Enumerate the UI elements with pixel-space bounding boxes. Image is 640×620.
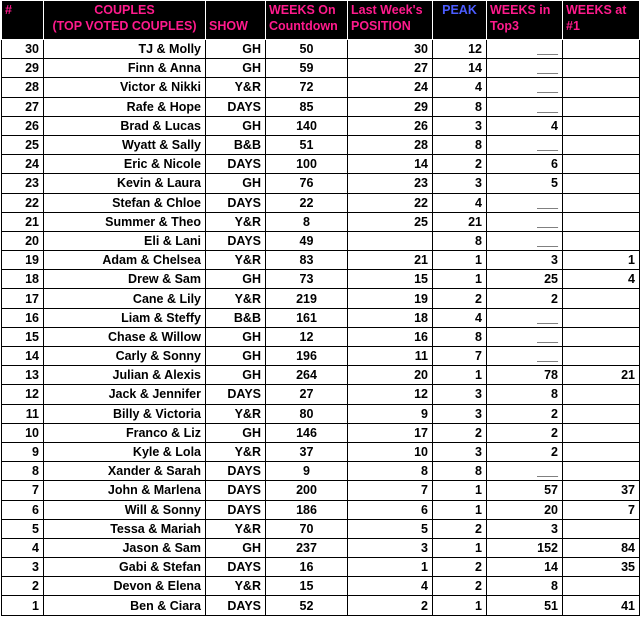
- cell-weeks-in-top3: 57: [487, 481, 563, 500]
- cell-rank: 1: [2, 596, 44, 615]
- cell-peak: 1: [433, 481, 487, 500]
- cell-rank: 16: [2, 308, 44, 327]
- cell-show: DAYS: [206, 231, 266, 250]
- header-show: SHOW: [206, 1, 266, 40]
- cell-rank: 4: [2, 538, 44, 557]
- table-row: [2, 519, 640, 538]
- cell-couple: Gabi & Stefan: [44, 558, 206, 577]
- cell-weeks-on-countdown: 76: [266, 174, 348, 193]
- cell-peak: 3: [433, 442, 487, 461]
- cell-show: Y&R: [206, 212, 266, 231]
- cell-weeks-in-top3: 2: [487, 289, 563, 308]
- cell-weeks-on-countdown: 9: [266, 462, 348, 481]
- cell-weeks-on-countdown: 49: [266, 231, 348, 250]
- cell-weeks-on-countdown: 186: [266, 500, 348, 519]
- cell-rank: 10: [2, 423, 44, 442]
- cell-weeks-at-1: 35: [563, 558, 640, 577]
- cell-weeks-in-top3: 8: [487, 385, 563, 404]
- cell-weeks-at-1: [563, 59, 640, 78]
- cell-show: GH: [206, 327, 266, 346]
- table-row: [2, 500, 640, 519]
- table-row: [2, 558, 640, 577]
- cell-peak: 3: [433, 404, 487, 423]
- cell-weeks-at-1: [563, 327, 640, 346]
- cell-couple: Brad & Lucas: [44, 116, 206, 135]
- table-row: [2, 40, 640, 59]
- cell-show: GH: [206, 116, 266, 135]
- cell-weeks-on-countdown: 161: [266, 308, 348, 327]
- table-row: [2, 308, 640, 327]
- table-row: [2, 231, 640, 250]
- cell-weeks-on-countdown: 50: [266, 40, 348, 59]
- cell-weeks-at-1: [563, 193, 640, 212]
- cell-weeks-at-1: [563, 308, 640, 327]
- table-row: [2, 212, 640, 231]
- cell-peak: 4: [433, 78, 487, 97]
- cell-weeks-at-1: 4: [563, 270, 640, 289]
- table-row: [2, 174, 640, 193]
- table-row: [2, 155, 640, 174]
- cell-weeks-on-countdown: 15: [266, 577, 348, 596]
- cell-weeks-at-1: [563, 78, 640, 97]
- cell-last-week-position: 9: [348, 404, 433, 423]
- cell-weeks-on-countdown: 72: [266, 78, 348, 97]
- cell-weeks-in-top3: 20: [487, 500, 563, 519]
- cell-couple: Kyle & Lola: [44, 442, 206, 461]
- table-row: [2, 327, 640, 346]
- cell-weeks-in-top3: 2: [487, 404, 563, 423]
- cell-show: Y&R: [206, 442, 266, 461]
- cell-weeks-on-countdown: 83: [266, 251, 348, 270]
- cell-weeks-in-top3: ___: [487, 231, 563, 250]
- cell-show: DAYS: [206, 462, 266, 481]
- cell-last-week-position: 28: [348, 135, 433, 154]
- cell-show: GH: [206, 59, 266, 78]
- cell-couple: Rafe & Hope: [44, 97, 206, 116]
- cell-show: DAYS: [206, 481, 266, 500]
- cell-last-week-position: 11: [348, 347, 433, 366]
- cell-weeks-on-countdown: 237: [266, 538, 348, 557]
- cell-weeks-at-1: [563, 385, 640, 404]
- cell-last-week-position: 3: [348, 538, 433, 557]
- cell-peak: 1: [433, 270, 487, 289]
- cell-last-week-position: 12: [348, 385, 433, 404]
- cell-rank: 9: [2, 442, 44, 461]
- cell-rank: 19: [2, 251, 44, 270]
- cell-rank: 6: [2, 500, 44, 519]
- table-row: [2, 442, 640, 461]
- cell-weeks-at-1: [563, 423, 640, 442]
- cell-weeks-on-countdown: 85: [266, 97, 348, 116]
- cell-rank: 12: [2, 385, 44, 404]
- table-row: [2, 596, 640, 615]
- cell-weeks-on-countdown: 16: [266, 558, 348, 577]
- cell-weeks-in-top3: ___: [487, 59, 563, 78]
- header-weeks-in-top3: WEEKS in Top3: [487, 1, 563, 40]
- cell-last-week-position: 20: [348, 366, 433, 385]
- cell-weeks-on-countdown: 12: [266, 327, 348, 346]
- cell-weeks-on-countdown: 22: [266, 193, 348, 212]
- cell-couple: Finn & Anna: [44, 59, 206, 78]
- cell-rank: 21: [2, 212, 44, 231]
- table-row: [2, 251, 640, 270]
- table-row: [2, 78, 640, 97]
- cell-rank: 7: [2, 481, 44, 500]
- cell-weeks-at-1: 21: [563, 366, 640, 385]
- cell-peak: 4: [433, 308, 487, 327]
- cell-rank: 27: [2, 97, 44, 116]
- cell-couple: Liam & Steffy: [44, 308, 206, 327]
- cell-weeks-at-1: 84: [563, 538, 640, 557]
- cell-show: B&B: [206, 308, 266, 327]
- cell-peak: 2: [433, 423, 487, 442]
- cell-weeks-on-countdown: 140: [266, 116, 348, 135]
- cell-rank: 26: [2, 116, 44, 135]
- cell-peak: 1: [433, 538, 487, 557]
- cell-couple: Kevin & Laura: [44, 174, 206, 193]
- cell-last-week-position: 30: [348, 40, 433, 59]
- cell-rank: 20: [2, 231, 44, 250]
- cell-couple: Devon & Elena: [44, 577, 206, 596]
- cell-weeks-in-top3: ___: [487, 78, 563, 97]
- cell-couple: Billy & Victoria: [44, 404, 206, 423]
- cell-rank: 2: [2, 577, 44, 596]
- cell-weeks-at-1: [563, 289, 640, 308]
- table-row: [2, 366, 640, 385]
- cell-rank: 5: [2, 519, 44, 538]
- cell-weeks-in-top3: 51: [487, 596, 563, 615]
- cell-show: Y&R: [206, 519, 266, 538]
- cell-peak: 3: [433, 385, 487, 404]
- cell-weeks-in-top3: 152: [487, 538, 563, 557]
- cell-rank: 30: [2, 40, 44, 59]
- cell-peak: 1: [433, 366, 487, 385]
- cell-last-week-position: 4: [348, 577, 433, 596]
- cell-last-week-position: 21: [348, 251, 433, 270]
- cell-rank: 14: [2, 347, 44, 366]
- cell-couple: Carly & Sonny: [44, 347, 206, 366]
- cell-weeks-in-top3: 8: [487, 577, 563, 596]
- cell-weeks-on-countdown: 70: [266, 519, 348, 538]
- cell-last-week-position: 2: [348, 596, 433, 615]
- cell-rank: 11: [2, 404, 44, 423]
- cell-weeks-in-top3: 25: [487, 270, 563, 289]
- cell-last-week-position: 1: [348, 558, 433, 577]
- cell-couple: Summer & Theo: [44, 212, 206, 231]
- cell-weeks-at-1: [563, 155, 640, 174]
- cell-show: DAYS: [206, 193, 266, 212]
- cell-show: DAYS: [206, 596, 266, 615]
- cell-weeks-at-1: [563, 519, 640, 538]
- table-body: [2, 40, 640, 616]
- table-row: [2, 270, 640, 289]
- table-row: [2, 577, 640, 596]
- cell-last-week-position: [348, 231, 433, 250]
- cell-peak: 8: [433, 327, 487, 346]
- header-couples: COUPLES (TOP VOTED COUPLES): [44, 1, 206, 40]
- table-row: [2, 404, 640, 423]
- cell-rank: 15: [2, 327, 44, 346]
- cell-last-week-position: 6: [348, 500, 433, 519]
- cell-peak: 2: [433, 155, 487, 174]
- cell-last-week-position: 24: [348, 78, 433, 97]
- cell-show: DAYS: [206, 155, 266, 174]
- header-rank: #: [2, 1, 44, 40]
- cell-weeks-at-1: 1: [563, 251, 640, 270]
- cell-last-week-position: 15: [348, 270, 433, 289]
- cell-last-week-position: 25: [348, 212, 433, 231]
- countdown-table: [1, 0, 640, 616]
- cell-show: GH: [206, 538, 266, 557]
- cell-couple: Eli & Lani: [44, 231, 206, 250]
- cell-weeks-on-countdown: 73: [266, 270, 348, 289]
- cell-weeks-in-top3: 3: [487, 519, 563, 538]
- cell-peak: 8: [433, 231, 487, 250]
- cell-weeks-at-1: 37: [563, 481, 640, 500]
- cell-show: GH: [206, 347, 266, 366]
- cell-last-week-position: 7: [348, 481, 433, 500]
- cell-weeks-on-countdown: 200: [266, 481, 348, 500]
- cell-last-week-position: 22: [348, 193, 433, 212]
- cell-peak: 2: [433, 519, 487, 538]
- cell-show: GH: [206, 174, 266, 193]
- cell-show: DAYS: [206, 500, 266, 519]
- cell-weeks-at-1: [563, 97, 640, 116]
- cell-weeks-in-top3: ___: [487, 462, 563, 481]
- cell-weeks-at-1: [563, 40, 640, 59]
- table-row: [2, 462, 640, 481]
- cell-weeks-in-top3: 3: [487, 251, 563, 270]
- cell-weeks-at-1: [563, 231, 640, 250]
- cell-show: DAYS: [206, 385, 266, 404]
- cell-couple: Eric & Nicole: [44, 155, 206, 174]
- table-row: [2, 289, 640, 308]
- cell-peak: 8: [433, 97, 487, 116]
- cell-rank: 8: [2, 462, 44, 481]
- cell-weeks-at-1: [563, 442, 640, 461]
- cell-show: GH: [206, 270, 266, 289]
- cell-last-week-position: 27: [348, 59, 433, 78]
- cell-couple: Jack & Jennifer: [44, 385, 206, 404]
- cell-rank: 18: [2, 270, 44, 289]
- cell-couple: Wyatt & Sally: [44, 135, 206, 154]
- cell-last-week-position: 16: [348, 327, 433, 346]
- cell-weeks-in-top3: ___: [487, 193, 563, 212]
- cell-peak: 1: [433, 500, 487, 519]
- cell-last-week-position: 8: [348, 462, 433, 481]
- table-row: [2, 59, 640, 78]
- cell-weeks-in-top3: 4: [487, 116, 563, 135]
- cell-weeks-at-1: 7: [563, 500, 640, 519]
- cell-couple: Adam & Chelsea: [44, 251, 206, 270]
- cell-show: Y&R: [206, 251, 266, 270]
- cell-weeks-in-top3: ___: [487, 347, 563, 366]
- cell-weeks-at-1: [563, 404, 640, 423]
- cell-last-week-position: 18: [348, 308, 433, 327]
- cell-couple: Jason & Sam: [44, 538, 206, 557]
- cell-show: B&B: [206, 135, 266, 154]
- cell-weeks-on-countdown: 37: [266, 442, 348, 461]
- cell-peak: 1: [433, 596, 487, 615]
- table-row: [2, 347, 640, 366]
- cell-rank: 3: [2, 558, 44, 577]
- table-row: [2, 135, 640, 154]
- cell-weeks-in-top3: ___: [487, 308, 563, 327]
- cell-last-week-position: 23: [348, 174, 433, 193]
- cell-weeks-on-countdown: 100: [266, 155, 348, 174]
- cell-rank: 25: [2, 135, 44, 154]
- cell-couple: Ben & Ciara: [44, 596, 206, 615]
- cell-weeks-on-countdown: 51: [266, 135, 348, 154]
- cell-weeks-on-countdown: 264: [266, 366, 348, 385]
- cell-show: GH: [206, 423, 266, 442]
- cell-weeks-at-1: [563, 116, 640, 135]
- cell-last-week-position: 19: [348, 289, 433, 308]
- cell-weeks-in-top3: ___: [487, 327, 563, 346]
- cell-peak: 3: [433, 116, 487, 135]
- cell-show: DAYS: [206, 97, 266, 116]
- cell-last-week-position: 26: [348, 116, 433, 135]
- cell-peak: 3: [433, 174, 487, 193]
- cell-couple: Cane & Lily: [44, 289, 206, 308]
- cell-couple: Julian & Alexis: [44, 366, 206, 385]
- cell-weeks-on-countdown: 52: [266, 596, 348, 615]
- cell-weeks-in-top3: 5: [487, 174, 563, 193]
- cell-couple: Victor & Nikki: [44, 78, 206, 97]
- cell-couple: John & Marlena: [44, 481, 206, 500]
- cell-weeks-at-1: [563, 462, 640, 481]
- cell-couple: Xander & Sarah: [44, 462, 206, 481]
- cell-show: Y&R: [206, 577, 266, 596]
- cell-peak: 2: [433, 577, 487, 596]
- cell-weeks-in-top3: ___: [487, 40, 563, 59]
- cell-peak: 4: [433, 193, 487, 212]
- cell-couple: Chase & Willow: [44, 327, 206, 346]
- cell-weeks-on-countdown: 59: [266, 59, 348, 78]
- cell-weeks-on-countdown: 146: [266, 423, 348, 442]
- cell-weeks-on-countdown: 196: [266, 347, 348, 366]
- cell-couple: Drew & Sam: [44, 270, 206, 289]
- cell-couple: Franco & Liz: [44, 423, 206, 442]
- cell-last-week-position: 17: [348, 423, 433, 442]
- table-row: [2, 97, 640, 116]
- table-row: [2, 385, 640, 404]
- cell-show: DAYS: [206, 558, 266, 577]
- cell-weeks-at-1: [563, 174, 640, 193]
- cell-show: Y&R: [206, 404, 266, 423]
- cell-couple: TJ & Molly: [44, 40, 206, 59]
- cell-rank: 22: [2, 193, 44, 212]
- header-row: [2, 1, 640, 40]
- cell-rank: 13: [2, 366, 44, 385]
- cell-rank: 24: [2, 155, 44, 174]
- cell-weeks-on-countdown: 8: [266, 212, 348, 231]
- cell-weeks-in-top3: 2: [487, 442, 563, 461]
- cell-rank: 17: [2, 289, 44, 308]
- cell-weeks-on-countdown: 27: [266, 385, 348, 404]
- header-peak: PEAK: [433, 1, 487, 40]
- cell-weeks-in-top3: 6: [487, 155, 563, 174]
- cell-weeks-in-top3: 2: [487, 423, 563, 442]
- header-weeks-at-1: WEEKS at #1: [563, 1, 640, 40]
- cell-show: Y&R: [206, 289, 266, 308]
- cell-weeks-at-1: [563, 212, 640, 231]
- table-row: [2, 116, 640, 135]
- cell-weeks-in-top3: 14: [487, 558, 563, 577]
- cell-show: GH: [206, 366, 266, 385]
- cell-peak: 2: [433, 558, 487, 577]
- table-row: [2, 423, 640, 442]
- cell-weeks-in-top3: 78: [487, 366, 563, 385]
- cell-last-week-position: 29: [348, 97, 433, 116]
- cell-peak: 1: [433, 251, 487, 270]
- header-last-week-position: Last Week's POSITION: [348, 1, 433, 40]
- cell-peak: 8: [433, 462, 487, 481]
- cell-weeks-in-top3: ___: [487, 135, 563, 154]
- table-row: [2, 481, 640, 500]
- cell-peak: 14: [433, 59, 487, 78]
- cell-weeks-in-top3: ___: [487, 97, 563, 116]
- cell-show: GH: [206, 40, 266, 59]
- table-row: [2, 193, 640, 212]
- cell-weeks-at-1: 41: [563, 596, 640, 615]
- cell-couple: Tessa & Mariah: [44, 519, 206, 538]
- cell-weeks-in-top3: ___: [487, 212, 563, 231]
- cell-peak: 2: [433, 289, 487, 308]
- cell-peak: 7: [433, 347, 487, 366]
- cell-show: Y&R: [206, 78, 266, 97]
- cell-rank: 28: [2, 78, 44, 97]
- cell-peak: 21: [433, 212, 487, 231]
- cell-couple: Stefan & Chloe: [44, 193, 206, 212]
- cell-peak: 12: [433, 40, 487, 59]
- cell-rank: 29: [2, 59, 44, 78]
- cell-weeks-on-countdown: 80: [266, 404, 348, 423]
- cell-couple: Will & Sonny: [44, 500, 206, 519]
- cell-weeks-at-1: [563, 347, 640, 366]
- header-weeks-on-countdown: WEEKS On Countdown: [266, 1, 348, 40]
- cell-last-week-position: 14: [348, 155, 433, 174]
- cell-last-week-position: 10: [348, 442, 433, 461]
- cell-weeks-on-countdown: 219: [266, 289, 348, 308]
- cell-rank: 23: [2, 174, 44, 193]
- table-row: [2, 538, 640, 557]
- cell-peak: 8: [433, 135, 487, 154]
- cell-weeks-at-1: [563, 577, 640, 596]
- cell-last-week-position: 5: [348, 519, 433, 538]
- cell-weeks-at-1: [563, 135, 640, 154]
